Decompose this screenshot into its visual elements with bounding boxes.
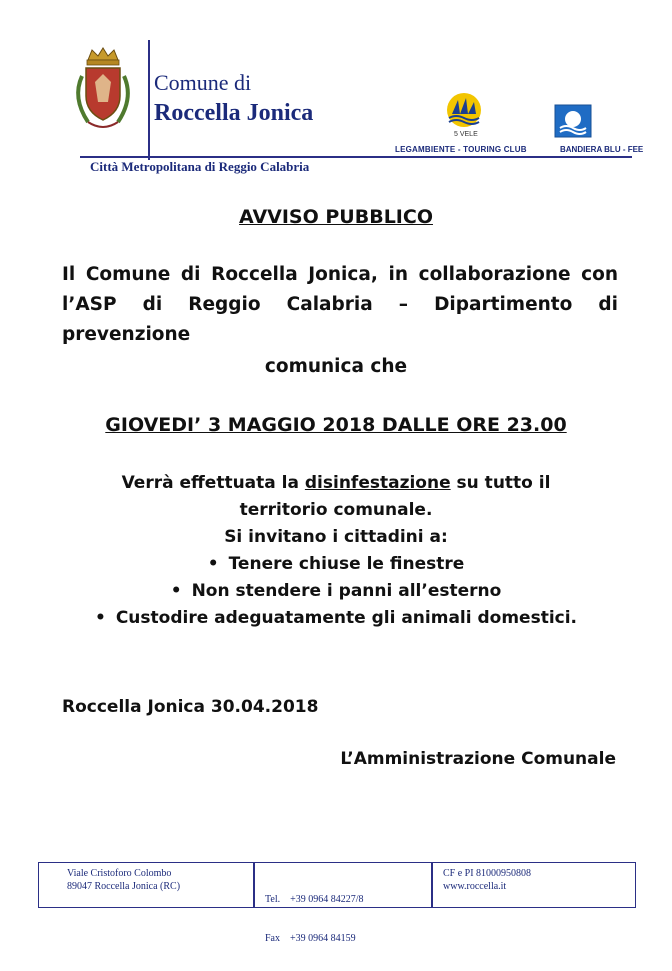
- details-line-3: Si invitano i cittadini a:: [224, 527, 448, 547]
- footer-divider: [431, 863, 433, 907]
- cf-line: CF e PI 81000950808: [443, 868, 532, 879]
- footer-box: [38, 862, 636, 944]
- footer-address: [67, 867, 180, 893]
- coat-of-arms-icon: [68, 46, 138, 138]
- list-item: • Custodire adeguatamente gli animali domestici.: [0, 605, 672, 632]
- details-line-2: territorio comunale.: [239, 500, 433, 520]
- line1-pre: Verrà effettuata la: [121, 473, 299, 493]
- line1-post: su tutto il: [456, 473, 551, 493]
- notice-title: AVVISO PUBBLICO: [239, 206, 433, 228]
- blue-flag-icon: [554, 104, 592, 138]
- details-line-1: [0, 470, 672, 497]
- event-date: GIOVEDI’ 3 MAGGIO 2018 DALLE ORE 23.00: [105, 414, 567, 436]
- list-item: • Tenere chiuse le finestre: [0, 551, 672, 578]
- address-line-1: Viale Cristoforo Colombo: [67, 868, 172, 879]
- metro-city-label: Città Metropolitana di Reggio Calabria: [90, 159, 310, 174]
- legambiente-label: LEGAMBIENTE - TOURING CLUB: [395, 145, 527, 154]
- header-horizontal-rule: [80, 156, 632, 158]
- signature: L’Amministrazione Comunale: [340, 749, 616, 769]
- comune-di-label: Comune di: [154, 70, 252, 95]
- footer-tax-web: [443, 867, 531, 893]
- address-line-2: 89047 Roccella Jonica (RC): [67, 881, 181, 892]
- five-sails-icon: [446, 92, 482, 132]
- bandiera-blu-label: BANDIERA BLU - FEE: [560, 145, 644, 154]
- tel-line: Tel. +39 0964 84227/8: [265, 894, 364, 905]
- notice-intro: Il Comune di Roccella Jonica, in collaborazione con l’ASP di Reggio Calabria – Dipartimento di prevenzione: [62, 264, 618, 345]
- website-link[interactable]: www.roccella.it: [443, 881, 507, 892]
- instructions-list: [0, 551, 672, 632]
- footer-phones: [265, 867, 364, 971]
- five-sails-label: 5 VELE: [454, 131, 478, 138]
- notice-details: [0, 470, 672, 632]
- fax-line: Fax +39 0964 84159: [265, 933, 356, 944]
- comune-name: Roccella Jonica: [154, 100, 314, 126]
- header-vertical-rule: [148, 40, 150, 160]
- list-item: • Non stendere i panni all’esterno: [0, 578, 672, 605]
- footer-divider: [253, 863, 255, 907]
- place-date: Roccella Jonica 30.04.2018: [62, 697, 319, 717]
- disinfestazione-word: disinfestazione: [304, 473, 451, 493]
- comunica-label: comunica che: [264, 356, 408, 377]
